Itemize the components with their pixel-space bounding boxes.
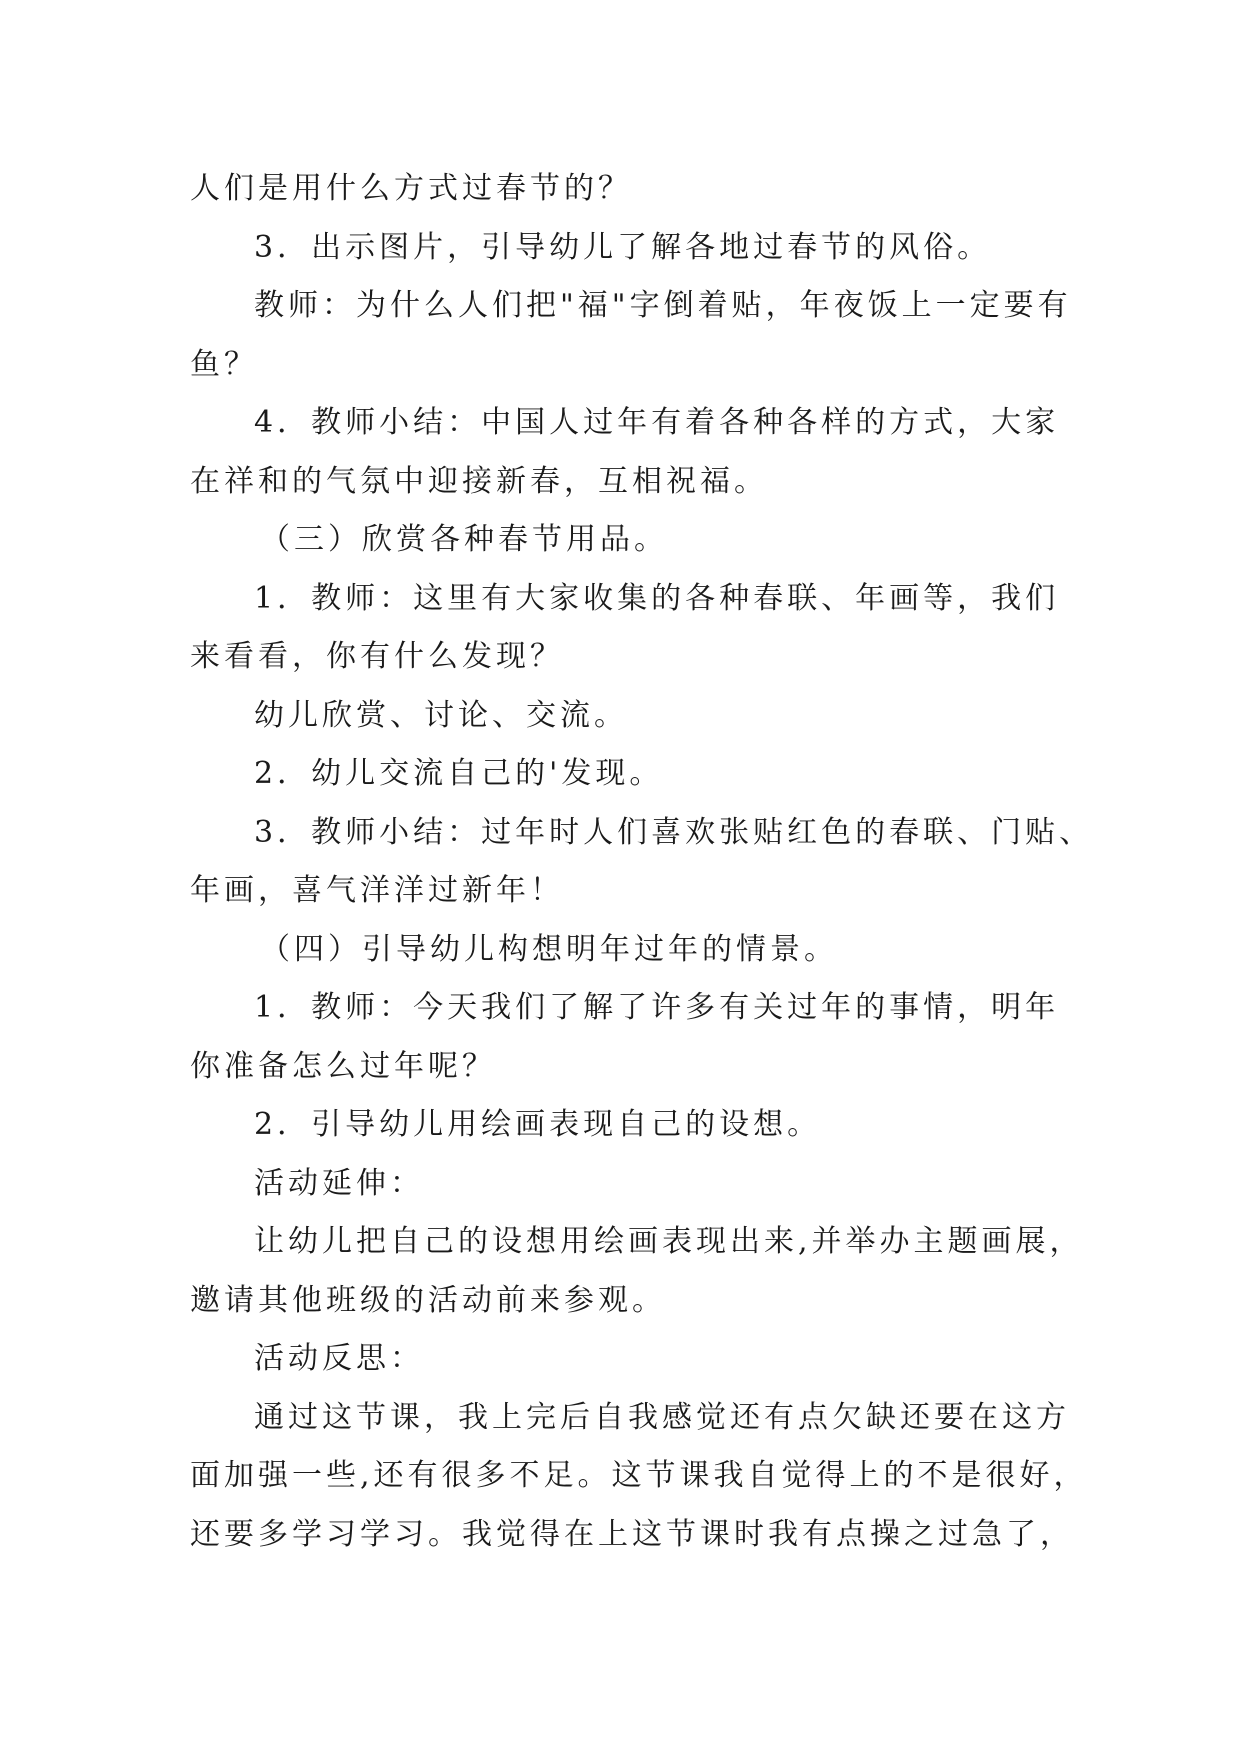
- text-line: 4．教师小结：中国人过年有着各种各样的方式，大家: [254, 405, 1060, 440]
- document-body: [190, 160, 1094, 1564]
- section-heading: （四）引导幼儿构想明年过年的情景。: [260, 931, 838, 967]
- text-line: 鱼？: [190, 346, 258, 382]
- text-line: 3．教师小结：过年时人们喜欢张贴红色的春联、门贴、: [254, 814, 1094, 850]
- text-line: 幼儿欣赏、讨论、交流。: [254, 697, 628, 733]
- text-line: 还要多学习学习。我觉得在上这节课时我有点操之过急了，: [190, 1516, 1074, 1552]
- text-line: 1．教师：今天我们了解了许多有关过年的事情，明年: [254, 990, 1060, 1025]
- text-line: 让幼儿把自己的设想用绘画表现出来,并举办主题画展，: [254, 1224, 1084, 1259]
- subsection-heading: 活动延伸：: [254, 1165, 424, 1201]
- subsection-heading: 活动反思：: [254, 1341, 424, 1376]
- text-line: 你准备怎么过年呢？: [190, 1048, 496, 1084]
- text-line: 面加强一些,还有很多不足。这节课我自觉得上的不是很好，: [190, 1458, 1088, 1493]
- text-line: 年画，喜气洋洋过新年！: [190, 873, 564, 908]
- text-line: 人们是用什么方式过春节的？: [190, 171, 632, 206]
- text-line: 2．幼儿交流自己的'发现。: [254, 756, 664, 791]
- text-line: 在祥和的气氛中迎接新春，互相祝福。: [190, 463, 768, 499]
- text-line: 教师：为什么人们把"福"字倒着贴，年夜饭上一定要有: [254, 288, 1072, 323]
- section-heading: （三）欣赏各种春节用品。: [260, 522, 668, 557]
- text-line: 2．引导幼儿用绘画表现自己的设想。: [254, 1107, 822, 1142]
- text-line: 1．教师：这里有大家收集的各种春联、年画等，我们: [254, 580, 1060, 616]
- text-line: 3．出示图片，引导幼儿了解各地过春节的风俗。: [254, 229, 992, 265]
- text-line: 来看看，你有什么发现？: [190, 639, 564, 674]
- text-line: 邀请其他班级的活动前来参观。: [190, 1282, 666, 1318]
- text-line: 通过这节课，我上完后自我感觉还有点欠缺还要在这方: [254, 1399, 1070, 1435]
